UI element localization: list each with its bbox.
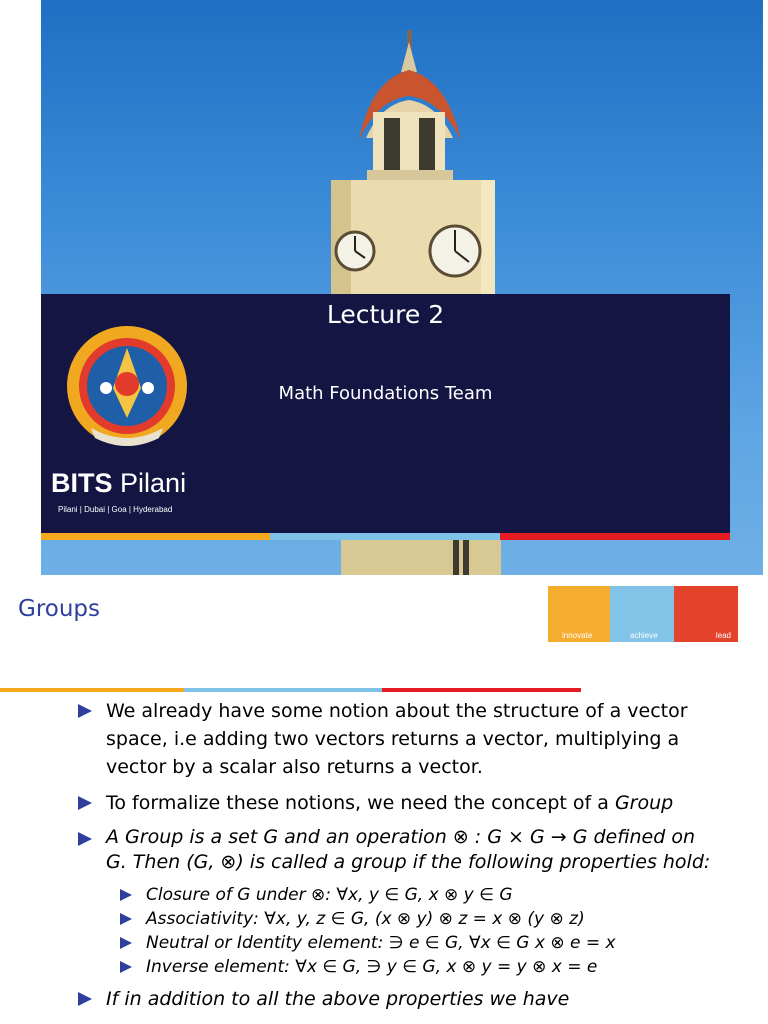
rule-orange <box>0 688 184 692</box>
author-team: Math Foundations Team <box>278 383 493 404</box>
brand-bold: BITS <box>51 468 113 498</box>
tag-lead <box>674 586 738 642</box>
bullet-text: We already have some notion about the structure of a vector space, i.e adding two vectors returns a vector, multiplying a vector by a scalar also returns a vector. <box>106 700 688 778</box>
slide-body <box>78 697 718 1021</box>
tag-label: lead <box>715 631 731 640</box>
campus-list: Pilani | Dubai | Goa | Hyderabad <box>58 505 173 514</box>
property-item <box>118 955 718 979</box>
bullet-icon <box>78 832 92 846</box>
bullet-text: If in addition to all the above properties we have <box>106 988 570 1010</box>
tag-label: innovate <box>562 631 593 640</box>
bullet-icon <box>120 937 132 949</box>
tag-label: achieve <box>630 631 658 640</box>
bullet-icon <box>78 796 92 810</box>
property-text: Closure of G under ⊗: ∀x, y ∈ G, x ⊗ y ∈ G <box>146 885 513 905</box>
bits-emblem-icon <box>61 318 194 458</box>
property-text: Inverse element: ∀x ∈ G, ∋ y ∈ G, x ⊗ y = y ⊗ x = e <box>146 957 598 977</box>
list-item <box>78 789 718 817</box>
bullet-icon <box>120 913 132 925</box>
tag-achieve <box>610 586 674 642</box>
lecture-title: Lecture 2 <box>326 300 445 329</box>
bullet-icon <box>120 961 132 973</box>
property-item <box>118 907 718 931</box>
bullet-emphasis: Group <box>614 792 674 814</box>
brand-rest: Pilani <box>120 468 187 498</box>
bullet-icon <box>78 704 92 718</box>
tagline-badge <box>548 586 738 642</box>
bullet-icon <box>120 889 132 901</box>
bullet-text: To formalize these notions, we need the concept of a <box>106 792 615 814</box>
definition-text: A Group is a set G and an operation ⊗ : G × G → G defined on G. Then (G, ⊗) is called a group if the following properties hold: <box>106 826 711 873</box>
property-item <box>118 931 718 955</box>
brand-wordmark <box>51 468 186 499</box>
bullet-icon <box>78 992 92 1006</box>
list-item <box>78 825 718 875</box>
property-list <box>118 883 718 979</box>
title-slide <box>41 0 763 575</box>
rule-blue <box>184 688 382 692</box>
tag-innovate <box>548 586 610 642</box>
list-item <box>78 697 718 781</box>
property-text: Neutral or Identity element: ∋ e ∈ G, ∀x ∈ G x ⊗ e = x <box>146 933 616 953</box>
property-text: Associativity: ∀x, y, z ∈ G, (x ⊗ y) ⊗ z = x ⊗ (y ⊗ z) <box>146 909 585 929</box>
list-item <box>78 985 718 1013</box>
frame-title: Groups <box>18 596 101 622</box>
accent-stripe-red <box>500 533 730 540</box>
accent-stripe-orange <box>41 533 270 540</box>
accent-stripe-blue <box>270 533 500 540</box>
rule-red <box>382 688 581 692</box>
property-item <box>118 883 718 907</box>
